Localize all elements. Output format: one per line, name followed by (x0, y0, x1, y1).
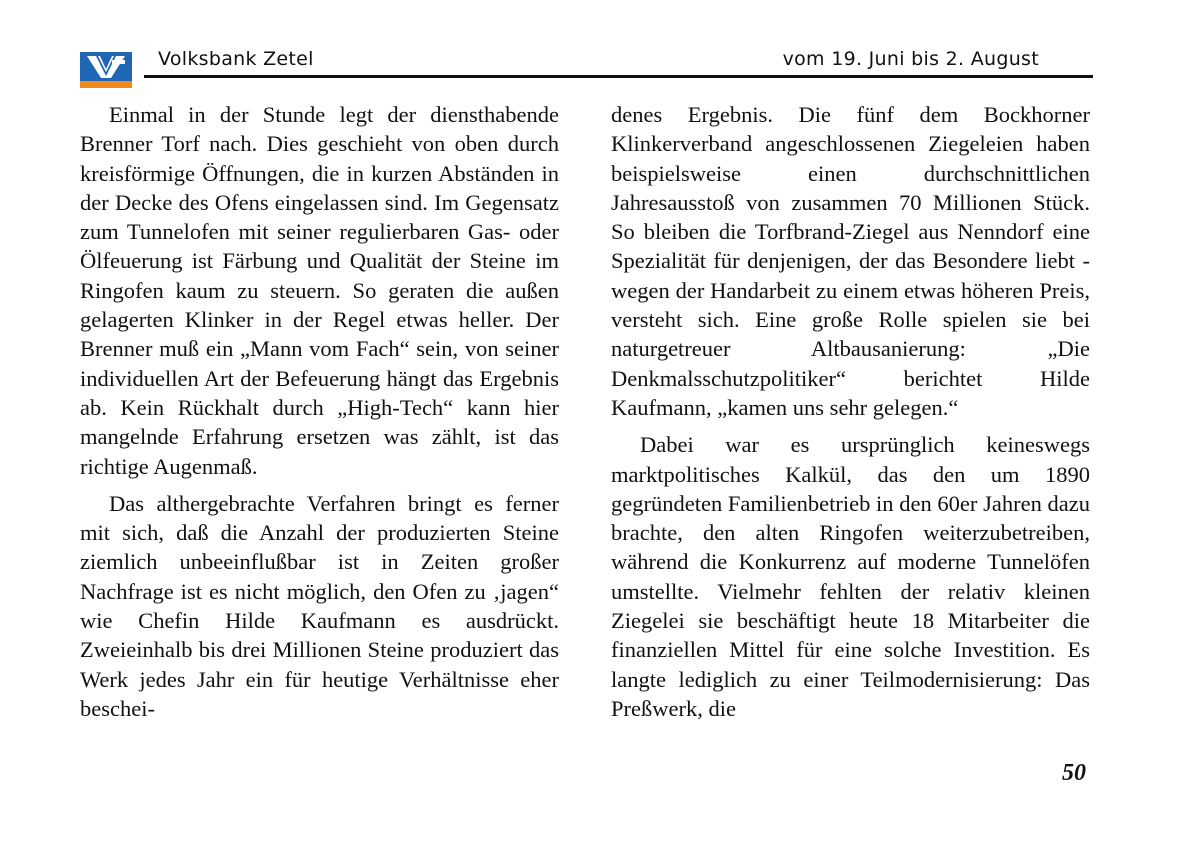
paragraph: Einmal in der Stunde legt der diensthabende Brenner Torf nach. Dies geschieht von oben durch kreisförmige Öffnungen, die in kurzen Abständen in der Decke des Ofens eingelassen sind. Im Gegensatz zum Tunnelofen mit seiner regulierbaren Gas- oder Ölfeuerung ist Färbung und Qualität der Steine im Ringofen kaum zu steuern. So geraten die außen gelagerten Klinker in der Regel etwas heller. Der Brenner muß ein „Mann vom Fach“ sein, von seiner individuellen Art der Befeuerung hängt das Ergebnis ab. Kein Rückhalt durch „High-Tech“ kann hier mangelnde Erfahrung ersetzen was zählt, ist das richtige Augenmaß. (80, 102, 559, 479)
paragraph: denes Ergebnis. Die fünf dem Bockhorner Klinkerverband angeschlossenen Ziegeleien haben beispielsweise einen durchschnittlichen Jahresausstoß von zusammen 70 Millionen Stück. So bleiben die Torfbrand-Ziegel aus Nenndorf eine Spezialität für denjenigen, der das Besondere liebt - wegen der Handarbeit zu einem etwas höheren Preis, versteht sich. Eine große Rolle spielen sie bei naturgetreuer Altbausanierung: „Die Denkmalsschutzpolitiker“ berichtet Hilde Kaufmann, „kamen uns sehr gelegen.“ (611, 102, 1090, 420)
volksbank-logo-svg (80, 52, 132, 88)
right-column (611, 100, 1090, 723)
left-column (80, 100, 559, 723)
header-rule (144, 75, 1093, 78)
header-bank-name: Volksbank Zetel (158, 48, 314, 70)
page-number: 50 (1062, 760, 1086, 786)
header-date-range: vom 19. Juni bis 2. August (782, 48, 1039, 70)
paragraph: Das althergebrachte Verfahren bringt es ferner mit sich, daß die Anzahl der produzierten Steine ziemlich unbeeinflußbar ist in Zeiten großer Nachfrage ist es nicht möglich, den Ofen zu ‚jagen“ wie Chefin Hilde Kaufmann es ausdrückt. Zweieinhalb bis drei Millionen Steine produziert das Werk jedes Jahr ein für heutige Verhältnisse eher beschei- (80, 490, 559, 721)
paragraph: Dabei war es ursprünglich keineswegs marktpolitisches Kalkül, das den um 1890 gegründeten Familienbetrieb in den 60er Jahren dazu brachte, den alten Ringofen weiterzubetreiben, während die Konkurrenz auf moderne Tunnelöfen umstellte. Vielmehr fehlten der relativ kleinen Ziegelei sie beschäftigt heute 18 Mitarbeiter die finanziellen Mittel für eine solche Investition. Es langte lediglich zu einer Teilmodernisierung: Das Preßwerk, die (611, 432, 1090, 721)
volksbank-logo-icon (80, 52, 132, 88)
